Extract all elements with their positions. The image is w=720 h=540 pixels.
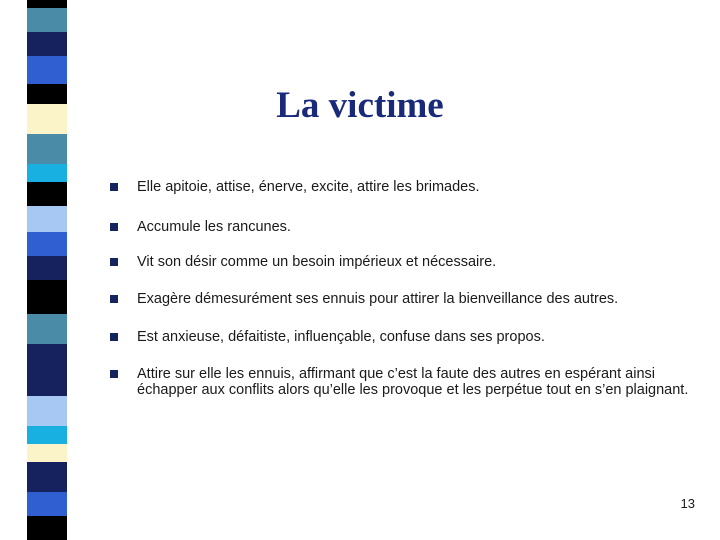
slide-title: La victime (276, 85, 444, 126)
stripe-block (27, 426, 67, 444)
stripe-block (27, 462, 67, 492)
bullet-text: Est anxieuse, défaitiste, influençable, confuse dans ses propos. (137, 329, 545, 345)
square-bullet-icon (110, 370, 118, 378)
bullet-text: Attire sur elle les ennuis, affirmant que c’est la faute des autres en espérant ainsi échapper aux conflits alors qu’elle les provoque et les perpétue tout en s’en plaignant. (137, 366, 689, 398)
stripe-block (27, 84, 67, 104)
bullet-text: Vit son désir comme un besoin impérieux et nécessaire. (137, 254, 497, 270)
square-bullet-icon (110, 333, 118, 341)
square-bullet-icon (110, 223, 118, 231)
stripe-block (27, 182, 67, 206)
stripe-block (27, 164, 67, 182)
stripe-block (27, 344, 67, 358)
stripe-block (27, 56, 67, 84)
bullet-text: Elle apitoie, attise, énerve, excite, attire les brimades. (137, 179, 480, 195)
stripe-block (27, 492, 67, 516)
stripe-block (27, 134, 67, 164)
stripe-block (27, 8, 67, 32)
stripe-block (27, 104, 67, 134)
square-bullet-icon (110, 183, 118, 191)
stripe-block (27, 0, 67, 8)
bullet-text: Exagère démesurément ses ennuis pour attirer la bienveillance des autres. (137, 291, 619, 307)
square-bullet-icon (110, 258, 118, 266)
stripe-block (27, 396, 67, 426)
stripe-block (27, 206, 67, 232)
stripe-block (27, 444, 67, 462)
stripe-block (27, 256, 67, 280)
stripe-block (27, 358, 67, 396)
page-number: 13 (680, 496, 695, 511)
bullet-text: Accumule les rancunes. (137, 219, 291, 235)
decorative-stripe (27, 0, 67, 540)
stripe-block (27, 280, 67, 314)
stripe-block (27, 314, 67, 344)
square-bullet-icon (110, 295, 118, 303)
stripe-block (27, 32, 67, 56)
stripe-block (27, 232, 67, 256)
stripe-block (27, 516, 67, 540)
